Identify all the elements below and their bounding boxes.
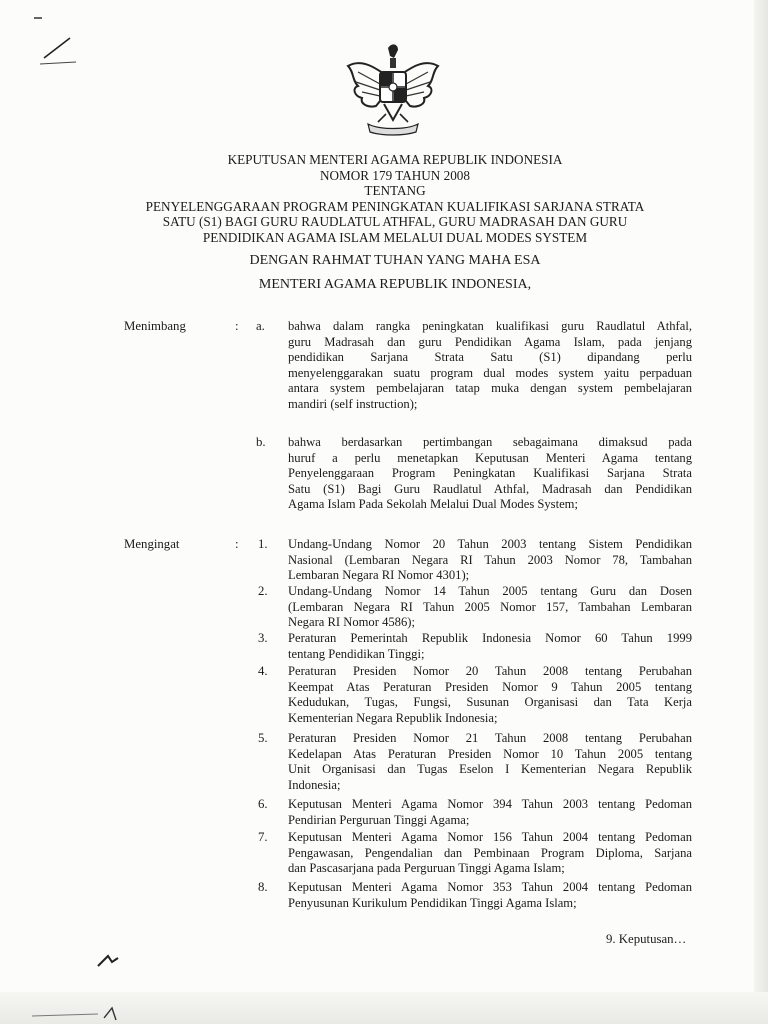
menimbang-item-marker: b.	[256, 435, 266, 449]
mengingat-item-marker: 8.	[258, 880, 268, 894]
page-edge-shadow	[754, 0, 768, 1024]
mengingat-item-4	[288, 664, 692, 726]
menimbang-colon: :	[235, 319, 239, 333]
text-line: Penyusunan Kurikulum Pendidikan Tinggi Agama Islam;	[288, 895, 577, 910]
text-line: Undang-Undang Nomor 20 Tahun 2003 tentang Sistem Pendidikan	[288, 537, 692, 551]
text-line: Indonesia;	[288, 777, 341, 792]
decree-subject-line: PENDIDIKAN AGAMA ISLAM MELALUI DUAL MODES SYSTEM	[202, 229, 588, 245]
text-line: huruf a perlu menetapkan Keputusan Menteri Agama tentang	[288, 450, 692, 465]
text-line: Penyelenggaraan Program Peningkatan Kualifikasi Sarjana Strata	[288, 466, 692, 481]
mengingat-item-7	[288, 830, 692, 877]
decree-title: KEPUTUSAN MENTERI AGAMA REPUBLIK INDONESIA	[227, 152, 563, 167]
text-line: Keputusan Menteri Agama Nomor 156 Tahun 2004 tentang Pedoman	[288, 830, 692, 844]
pen-mark-top-left	[30, 14, 90, 74]
text-line: Undang-Undang Nomor 14 Tahun 2005 tentang Guru dan Dosen	[288, 584, 692, 598]
text-line: Pendirian Perguruan Tinggi Agama;	[288, 812, 470, 827]
mengingat-item-2	[288, 584, 692, 631]
mengingat-item-6	[288, 797, 692, 828]
text-line: Peraturan Presiden Nomor 21 Tahun 2008 tentang Perubahan	[288, 731, 692, 745]
text-line: dan Pascasarjana pada Perguruan Tinggi Agama Islam;	[288, 861, 565, 876]
text-line: Kedudukan, Tugas, Fungsi, Susunan Organisasi dan Tata Kerja	[288, 695, 692, 710]
decree-number: NOMOR 179 TAHUN 2008	[320, 167, 470, 183]
mengingat-item-5	[288, 731, 692, 793]
menimbang-item-marker: a.	[256, 319, 265, 333]
text-line: Lembaran Negara RI Nomor 4301);	[288, 568, 470, 583]
decree-header	[100, 152, 690, 292]
text-line: pendidikan Sarjana Strata Satu (S1) dipandang perlu	[288, 350, 692, 365]
text-line: Nasional (Lembaran Negara RI Tahun 2003 Nomor 78, Tambahan	[288, 552, 692, 567]
text-line: Keputusan Menteri Agama Nomor 394 Tahun 2003 tentang Pedoman	[288, 797, 692, 811]
mengingat-item-marker: 4.	[258, 664, 268, 678]
decree-subject-line: SATU (S1) BAGI GURU RAUDLATUL ATHFAL, GURU MADRASAH DAN GURU	[162, 214, 628, 229]
text-line: guru Madrasah dan guru Pendidikan Agama Islam, pada jenjang	[288, 334, 692, 349]
text-line: Keempat Atas Peraturan Presiden Nomor 9 Tahun 2005 tentang	[288, 679, 692, 694]
text-line: Negara RI Nomor 4586);	[288, 615, 415, 630]
text-line: antara system pembelajaran tatap muka dengan system pembelajaran	[288, 381, 692, 396]
text-line: mandiri (self instruction);	[288, 396, 418, 411]
mengingat-label: Mengingat	[124, 537, 180, 551]
text-line: menyelenggarakan suatu program dual modes system yaitu perpaduan	[288, 365, 692, 380]
text-line: Kementerian Negara Republik Indonesia;	[288, 710, 498, 725]
mengingat-item-marker: 5.	[258, 731, 268, 745]
pen-mark-bottom-left	[94, 948, 124, 972]
text-line: Keputusan Menteri Agama Nomor 353 Tahun 2004 tentang Pedoman	[288, 880, 692, 894]
mengingat-item-8	[288, 880, 692, 911]
text-line: bahwa dalam rangka peningkatan kualifikasi guru Raudlatul Athfal,	[288, 319, 692, 333]
mengingat-item-1	[288, 537, 692, 584]
menimbang-item-a	[288, 319, 692, 413]
menimbang-item-b	[288, 435, 692, 513]
mengingat-item-marker: 7.	[258, 830, 268, 844]
garuda-emblem-icon	[340, 38, 446, 138]
mengingat-colon: :	[235, 537, 239, 551]
text-line: Peraturan Presiden Nomor 20 Tahun 2008 tentang Perubahan	[288, 664, 692, 678]
text-line: Agama Islam Pada Sekolah Melalui Dual Modes System;	[288, 497, 578, 512]
next-page-hint: 9. Keputusan…	[606, 932, 687, 946]
text-line: tentang Pendidikan Tinggi;	[288, 646, 425, 661]
text-line: (Lembaran Negara RI Tahun 2005 Nomor 157, Tambahan Lembaran	[288, 599, 692, 614]
text-line: Peraturan Pemerintah Republik Indonesia Nomor 60 Tahun 1999	[288, 631, 692, 645]
decree-tentang: TENTANG	[364, 183, 426, 198]
menimbang-label: Menimbang	[124, 319, 186, 333]
minister-line: MENTERI AGAMA REPUBLIK INDONESIA,	[258, 276, 532, 292]
decree-subject-line: PENYELENGGARAAN PROGRAM PENINGKATAN KUALIFIKASI SARJANA STRATA	[145, 198, 645, 214]
mengingat-item-marker: 2.	[258, 584, 268, 598]
mengingat-item-marker: 3.	[258, 631, 268, 645]
mengingat-item-3	[288, 631, 692, 662]
mengingat-item-marker: 1.	[258, 537, 268, 551]
text-line: Kedelapan Atas Peraturan Presiden Nomor 10 Tahun 2005 tentang	[288, 746, 692, 761]
blessing-line: DENGAN RAHMAT TUHAN YANG MAHA ESA	[249, 253, 541, 268]
mengingat-item-marker: 6.	[258, 797, 268, 811]
text-line: Pengawasan, Pengendalian dan Pembinaan Program Diploma, Sarjana	[288, 845, 692, 860]
text-line: bahwa berdasarkan pertimbangan sebagaimana dimaksud pada	[288, 435, 692, 449]
text-line: Satu (S1) Bagi Guru Raudlatul Athfal, Madrasah dan Pendidikan	[288, 481, 692, 496]
pen-mark-bottom-edge	[28, 1004, 128, 1024]
text-line: Unit Organisasi dan Tugas Eselon I Kementerian Negara Republik	[288, 762, 692, 777]
